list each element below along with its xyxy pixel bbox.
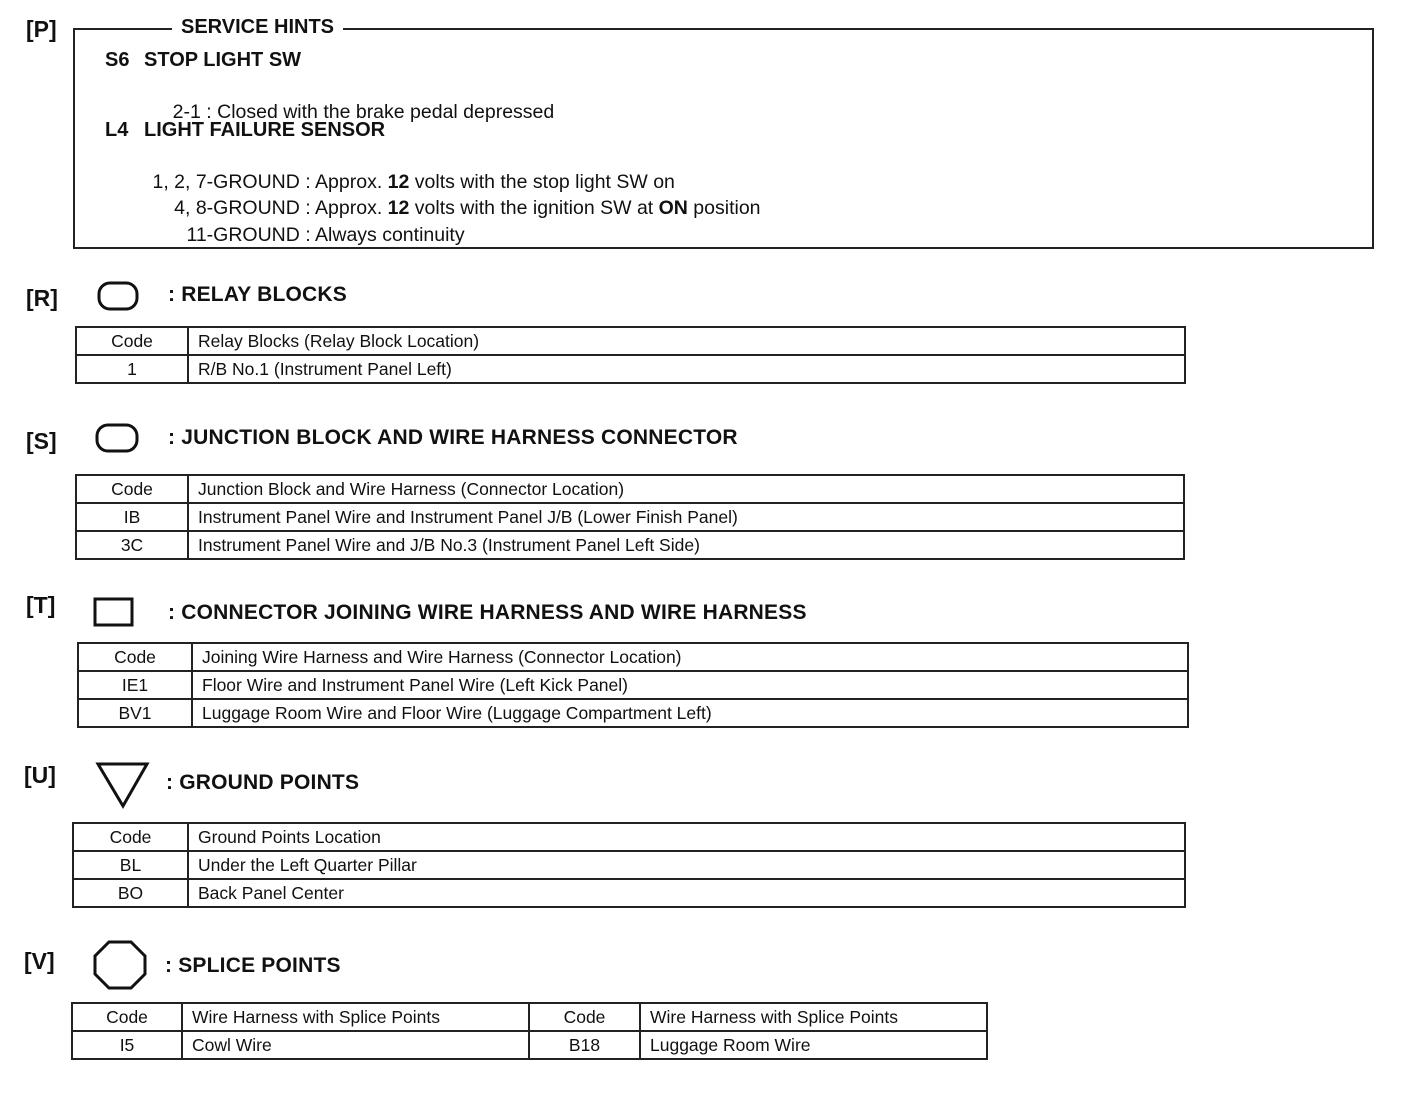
table-cell-location: Back Panel Center [188,879,1185,907]
ground-points-table [72,822,1186,908]
table-cell-code: BV1 [78,699,192,727]
table-header-cell: Code [76,327,188,355]
table-cell-code: 3C [76,531,188,559]
hint-text: volts with the stop light SW on [409,171,675,193]
table-row [78,699,1188,727]
junction-blocks-table [75,474,1185,560]
table-header-cell: Wire Harness with Splice Points [182,1003,529,1031]
hint-name: STOP LIGHT SW [144,49,302,71]
table-header-cell: Code [78,643,192,671]
hint-name: LIGHT FAILURE SENSOR [144,119,386,141]
table-cell-wire-harness: Cowl Wire [182,1031,529,1059]
hint-heading-stop-light-sw [105,49,301,72]
hint-text: Closed with the brake pedal depressed [217,101,555,123]
hint-pins: 2-1 [172,101,201,123]
relay-blocks-table [75,326,1186,384]
table-header-cell: Wire Harness with Splice Points [640,1003,987,1031]
table-cell-location: Under the Left Quarter Pillar [188,851,1185,879]
table-cell-code: IE1 [78,671,192,699]
table-header-cell: Code [72,1003,182,1031]
table-header-cell: Relay Blocks (Relay Block Location) [188,327,1185,355]
table-row [73,879,1185,907]
table-header-row [72,1003,987,1031]
hint-text: Approx. [315,197,388,219]
table-cell-location: Luggage Room Wire and Floor Wire (Luggage Compartment Left) [192,699,1188,727]
hint-pins: 11-GROUND [186,224,300,246]
table-cell-location: R/B No.1 (Instrument Panel Left) [188,355,1185,383]
hint-heading-light-failure-sensor [105,119,385,142]
section-letter-v: [V] [24,948,55,974]
section-title-connector: : CONNECTOR JOINING WIRE HARNESS AND WIRE HARNESS [168,601,807,624]
table-header-cell: Joining Wire Harness and Wire Harness (Connector Location) [192,643,1188,671]
table-cell-code: IB [76,503,188,531]
hint-sep: : [299,171,316,193]
hint-sep: : [299,197,316,219]
connector-symbol-icon [93,597,135,627]
junction-block-symbol-icon [95,423,141,453]
section-title-ground-points: : GROUND POINTS [166,771,360,794]
splice-points-table [71,1002,988,1060]
table-cell-code: BO [73,879,188,907]
table-header-row [78,643,1188,671]
table-header-row [73,823,1185,851]
hint-sep: : [200,101,218,123]
hint-code: S6 [105,49,130,71]
hint-value-bold: 12 [387,171,410,193]
table-header-cell: Code [529,1003,640,1031]
hint-pins: 4, 8-GROUND [174,197,300,219]
ground-point-symbol-icon [95,761,151,809]
table-cell-code: I5 [72,1031,182,1059]
relay-block-symbol-icon [97,281,141,311]
hint-value-bold: 12 [387,197,410,219]
section-letter-t: [T] [26,592,56,618]
table-header-cell: Junction Block and Wire Harness (Connector Location) [188,475,1184,503]
section-letter-r: [R] [26,285,58,311]
connectors-table [77,642,1189,728]
section-title-junction-block: : JUNCTION BLOCK AND WIRE HARNESS CONNECTOR [168,426,738,449]
table-header-cell: Code [73,823,188,851]
hint-text: volts with the ignition SW at [409,197,659,219]
table-row [76,503,1184,531]
section-title-splice-points: : SPLICE POINTS [165,954,341,977]
table-row [72,1031,987,1059]
splice-point-symbol-icon [93,939,149,991]
table-row [73,851,1185,879]
table-cell-code: 1 [76,355,188,383]
table-header-cell: Ground Points Location [188,823,1185,851]
table-cell-code: BL [73,851,188,879]
hint-text: Always continuity [315,224,465,246]
hint-text: position [687,197,761,219]
table-cell-location: Instrument Panel Wire and J/B No.3 (Instrument Panel Left Side) [188,531,1184,559]
table-cell-code: B18 [529,1031,640,1059]
hint-value-bold: ON [658,197,688,219]
table-cell-location: Instrument Panel Wire and Instrument Panel J/B (Lower Finish Panel) [188,503,1184,531]
section-letter-p: [P] [26,16,57,42]
table-header-row [76,475,1184,503]
hint-sep: : [299,224,316,246]
section-title-relay-blocks: : RELAY BLOCKS [168,283,347,306]
table-row [78,671,1188,699]
hint-line-l4-3 [105,201,465,247]
hint-code: L4 [105,119,129,141]
table-row [76,531,1184,559]
hint-text: Approx. [315,171,388,193]
table-header-row [76,327,1185,355]
table-cell-location: Floor Wire and Instrument Panel Wire (Left Kick Panel) [192,671,1188,699]
section-letter-s: [S] [26,428,57,454]
service-hints-title: SERVICE HINTS [172,16,343,39]
section-letter-u: [U] [24,762,56,788]
table-header-cell: Code [76,475,188,503]
hint-line-s6-1 [105,78,554,124]
table-cell-wire-harness: Luggage Room Wire [640,1031,987,1059]
table-row [76,355,1185,383]
hint-pins: 1, 2, 7-GROUND [152,171,300,193]
